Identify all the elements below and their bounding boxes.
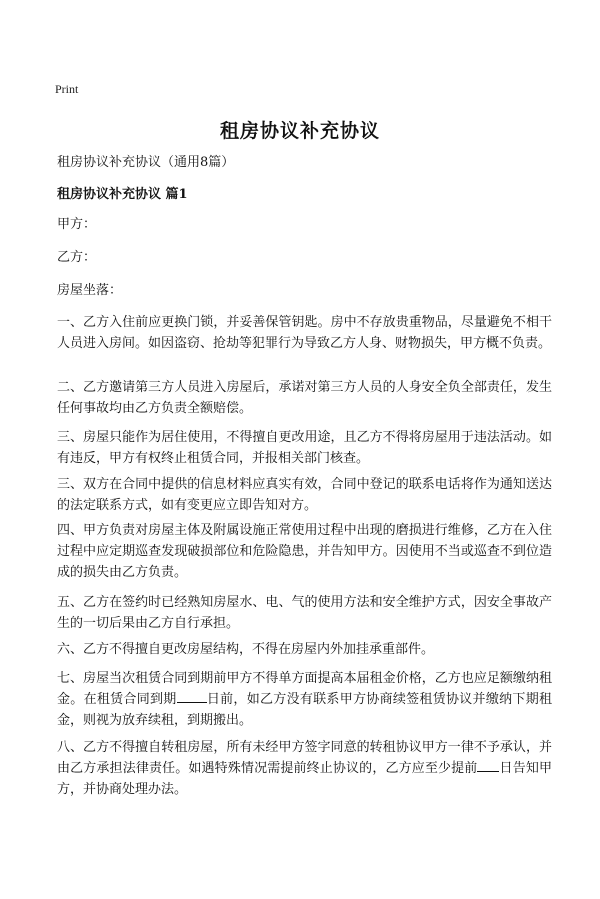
party-b-field: 乙方： [57, 250, 97, 265]
clause-8-text-b: 日告知甲方，并协商处理办法。 [57, 761, 552, 797]
print-label: Print [55, 82, 79, 96]
clause-7-text-a: 七、房屋当次租赁合同到期前甲方不得单方面提高本届租金价格，乙方也应足额缴纳租金。在租赁合同到期 [57, 671, 552, 707]
section-heading: 租房协议补充协议 篇1 [57, 187, 188, 202]
clause-4: 四、甲方负责对房屋主体及附属设施正常使用过程中出现的磨损进行维修，乙方在入住过程中应定期巡查发现破损部位和危险隐患，并告知甲方。因使用不当或巡查不到位造成的损失由乙方负责。 [57, 523, 552, 580]
clause-5: 五、乙方在签约时已经熟知房屋水、电、气的使用方法和安全维护方式，因安全事故产生的一切后果由乙方自行承担。 [57, 595, 552, 631]
clause-7-blank [177, 689, 207, 703]
clause-7-text-b: 日前，如乙方没有联系甲方协商续签租赁协议并缴纳下期租金，则视为放弃续租，到期搬出。 [57, 692, 552, 728]
clause-3: 三、房屋只能作为居住使用，不得擅自更改用途，且乙方不得将房屋用于违法活动。如有违反，甲方有权终止租赁合同，并报相关部门核查。 [57, 430, 552, 466]
party-a-field: 甲方： [57, 217, 97, 232]
clause-8-blank [477, 758, 499, 772]
clause-1: 一、乙方入住前应更换门锁，并妥善保管钥匙。房中不存放贵重物品，尽量避免不相干人员进入房间。如因盗窃、抢劫等犯罪行为导致乙方人身、财物损失，甲方概不负责。 [57, 315, 552, 351]
clause-6: 六、乙方不得擅自更改房屋结构，不得在房屋内外加挂承重部件。 [57, 642, 435, 657]
clause-3b: 三、双方在合同中提供的信息材料应真实有效，合同中登记的联系电话将作为通知送达的法定联系方式，如有变更应立即告知对方。 [57, 477, 552, 513]
clause-8-text-a: 八、乙方不得擅自转租房屋，所有未经甲方签字同意的转租协议甲方一律不予承认，并由乙方承担法律责任。如遇特殊情况需提前终止协议的，乙方应至少提前 [57, 740, 552, 776]
clause-8 [57, 737, 552, 800]
document-subtitle: 租房协议补充协议（通用8篇） [57, 155, 235, 170]
house-location-field: 房屋坐落： [57, 283, 123, 298]
document-title: 租房协议补充协议 [219, 120, 380, 142]
clause-7 [57, 668, 552, 731]
clause-2: 二、乙方邀请第三方人员进入房屋后，承诺对第三方人员的人身安全负全部责任，发生任何事故均由乙方负责全额赔偿。 [57, 380, 552, 416]
